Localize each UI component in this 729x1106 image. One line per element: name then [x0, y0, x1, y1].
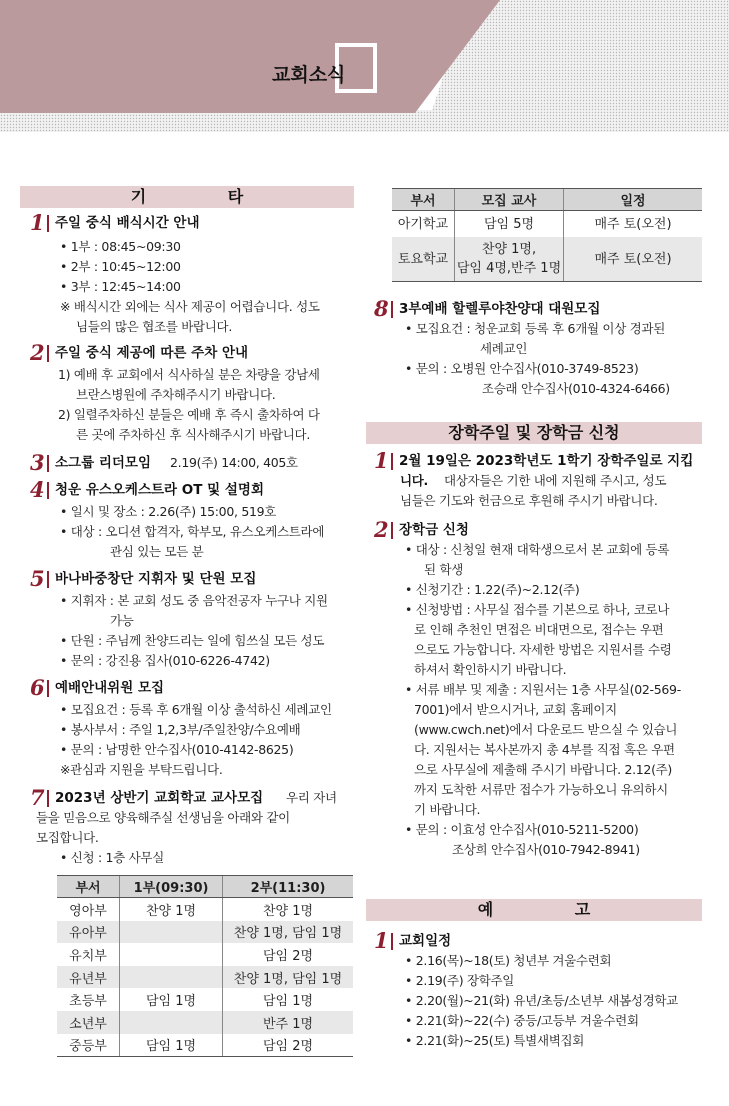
item-text: • 2.21(화)~25(토) 특별새벽집회: [405, 1033, 585, 1048]
item-title: 소그룹 리더모임: [55, 455, 151, 471]
item-divider: [47, 482, 49, 499]
item-text: • 모집요건 : 등록 후 6개월 이상 출석하신 세례교인: [60, 702, 332, 717]
item-text: ※ 배식시간 외에는 식사 제공이 어렵습니다. 성도: [60, 299, 320, 314]
item-number: 3: [30, 450, 45, 475]
item-text: 된 학생: [424, 562, 463, 577]
item-title: 장학금 신청: [399, 522, 469, 538]
table-cell: 영아부: [69, 903, 107, 919]
item-text: 니다.: [400, 473, 428, 488]
table-cell: [120, 966, 223, 989]
table-row: [57, 966, 353, 989]
table-cell: 토요학교: [392, 237, 455, 282]
table-cell: 찬양 1명, 담임 4명,반주 1명: [455, 237, 564, 282]
item-text: 관심 있는 모든 분: [110, 544, 204, 559]
item-text: • 모집요건 : 청운교회 등록 후 6개월 이상 경과된: [405, 321, 665, 336]
table-cell: 반주 1명: [223, 1011, 354, 1034]
item-text: • 2.19(주) 장학주일: [405, 973, 515, 988]
teacher-table-2: [392, 188, 702, 282]
table-cell: 담임 1명: [120, 988, 223, 1011]
item-text: 브란스병원에 주차해주시기 바랍니다.: [76, 387, 276, 402]
table-cell: 매주 토(오전): [564, 237, 703, 282]
table-cell: 소년부: [57, 1011, 120, 1034]
section-etc-heading: 기 타: [20, 186, 354, 208]
table-row: [57, 988, 353, 1011]
table-cell: 찬양 1명: [223, 898, 354, 921]
item-text: 모집합니다.: [36, 830, 99, 845]
item-divider: [47, 455, 49, 472]
item-number: 6: [30, 675, 45, 700]
table-row: [57, 1034, 353, 1057]
item-text: 으로도 가능합니다. 자세한 방법은 지원서를 수령: [414, 642, 672, 657]
table-cell: 찬양 1명, 담임 1명: [223, 921, 354, 944]
item-text: 1) 예배 후 교회에서 식사하실 분은 차량을 강남세: [58, 367, 320, 382]
item-divider: [391, 301, 393, 318]
table-row: [57, 1011, 353, 1034]
table-row: [392, 237, 702, 282]
item-number: 2: [374, 517, 389, 542]
item-number: 7: [30, 785, 45, 810]
item-text: • 1부 : 08:45~09:30: [60, 239, 181, 254]
table-cell: [120, 943, 223, 966]
item-divider: [47, 345, 49, 362]
item-text: 7001)에서 받으시거나, 교회 홈페이지: [414, 702, 617, 717]
page-header: [0, 0, 729, 140]
item-text: • 지휘자 : 본 교회 성도 중 음악전공자 누구나 지원: [60, 593, 328, 608]
section-notice-heading: 예 고: [366, 899, 702, 921]
item-text: • 단원 : 주님께 찬양드리는 일에 힘쓰실 모든 성도: [60, 633, 325, 648]
table-cell: 찬양 1명, 담임 1명: [223, 966, 354, 989]
table-row: [57, 898, 353, 921]
item-text: 하셔서 확인하시기 바랍니다.: [414, 662, 567, 677]
page-title: 교회소식: [272, 64, 346, 86]
section-scholarship-heading: 장학주일 및 장학금 신청: [366, 422, 702, 444]
item-text: (www.cwch.net)에서 다운로드 받으실 수 있습니: [414, 722, 678, 737]
item-text: • 대상 : 신청일 현재 대학생으로서 본 교회에 등록: [405, 542, 670, 557]
item-divider: [391, 522, 393, 539]
item-number: 5: [30, 566, 45, 591]
table-cell: 중등부: [57, 1034, 120, 1057]
table2-header: 모집 교사: [455, 189, 564, 211]
item-text: • 신청기간 : 1.22(주)~2.12(주): [405, 582, 580, 597]
item-text: 조상희 안수집사(010-7942-8941): [452, 842, 640, 857]
table-cell: 담임 1명: [223, 988, 354, 1011]
item-text: • 문의 : 남명한 안수집사(010-4142-8625): [60, 742, 294, 757]
item-title: 3부예배 할렐루야찬양대 대원모집: [399, 301, 601, 317]
item-title: 청운 유스오케스트라 OT 및 설명회: [55, 482, 265, 498]
table-cell: [120, 1011, 223, 1034]
item-text: 2) 일렬주차하신 분들은 예배 후 즉시 출차하여 다: [58, 407, 320, 422]
item-text: • 대상 : 오디션 합격자, 학부모, 유스오케스트라에: [60, 524, 325, 539]
table-cell: 담임 5명: [455, 211, 564, 238]
table-cell: 담임 2명: [223, 943, 354, 966]
table1-header: 부서: [57, 876, 120, 898]
item-text: • 2.21(화)~22(수) 중등/고등부 겨울수련회: [405, 1013, 639, 1028]
item-number: 1: [374, 448, 389, 473]
table-cell: 유치부: [69, 948, 107, 964]
table-cell: 담임 1명: [120, 1034, 223, 1057]
item-text: 으로 사무실에 제출해 주시기 바랍니다. 2.12(주): [414, 762, 673, 777]
item-text: • 3부 : 12:45~14:00: [60, 279, 181, 294]
item-text: 로 인해 추천인 면접은 비대면으로, 접수는 우편: [414, 622, 664, 637]
item-text: 른 곳에 주차하신 후 식사해주시기 바랍니다.: [76, 427, 310, 442]
item-divider: [47, 571, 49, 588]
table-row: [392, 211, 702, 238]
item-text: 들을 믿음으로 양육해주실 선생님을 아래와 같이: [36, 810, 290, 825]
table-cell: 초등부: [69, 994, 107, 1010]
item-title: 교회일정: [399, 933, 452, 949]
item-title: 주일 중식 제공에 따른 주차 안내: [55, 345, 249, 361]
item-title: 바나바중창단 지휘자 및 단원 모집: [55, 571, 257, 587]
table-cell: [120, 921, 223, 944]
table-cell: 찬양 1명: [120, 898, 223, 921]
item-text: 기 바랍니다.: [414, 802, 481, 817]
teacher-table-1: [57, 875, 353, 1057]
item-divider: [391, 453, 393, 470]
item-text: • 2.16(목)~18(토) 청년부 겨울수련회: [405, 953, 612, 968]
item-text: • 신청방법 : 사무실 접수를 기본으로 하나, 코로나: [405, 602, 670, 617]
item-text: • 문의 : 강진용 집사(010-6226-4742): [60, 653, 270, 668]
table-cell: 유아부: [57, 921, 120, 944]
item-text: 까지 도착한 서류만 접수가 가능하오니 유의하시: [414, 782, 668, 797]
item-divider: [391, 933, 393, 950]
item-text: ※관심과 지원을 부탁드립니다.: [60, 762, 223, 777]
item-divider: [47, 680, 49, 697]
table2-header: 부서: [392, 189, 455, 211]
item-text: 님들의 많은 협조를 바랍니다.: [76, 319, 232, 334]
table2-header: 일정: [564, 189, 703, 211]
item-title: 2월 19일은 2023학년도 1학기 장학주일로 지킵: [399, 453, 694, 469]
item-divider: [47, 215, 49, 232]
table-row: [57, 943, 353, 966]
item-text: 조승래 안수집사(010-4324-6466): [482, 381, 670, 396]
item-text: • 문의 : 오병원 안수집사(010-3749-8523): [405, 361, 639, 376]
item-text: • 2.20(월)~21(화) 유년/초등/소년부 새봄성경학교: [405, 993, 678, 1008]
table-cell: 매주 토(오전): [564, 211, 703, 238]
item-text: 대상자들은 기한 내에 지원해 주시고, 성도: [444, 473, 667, 488]
item-text: 님들은 기도와 헌금으로 후원해 주시기 바랍니다.: [400, 493, 658, 508]
item-text: • 2부 : 10:45~12:00: [60, 259, 181, 274]
item-text: • 신청 : 1층 사무실: [60, 850, 164, 865]
table1-header: 2부(11:30): [223, 876, 354, 898]
item-text: • 일시 및 장소 : 2.26(주) 15:00, 519호: [60, 504, 277, 519]
item-text: 2.19(주) 14:00, 405호: [170, 455, 298, 470]
item-title: 예배안내위원 모집: [55, 680, 165, 696]
table1-header: 1부(09:30): [120, 876, 223, 898]
table-cell: 유년부: [57, 966, 120, 989]
item-text: • 서류 배부 및 제출 : 지원서는 1층 사무실(02-569-: [405, 682, 681, 697]
item-text: 가능: [110, 613, 134, 628]
item-number: 8: [374, 296, 389, 321]
item-title: 2023년 상반기 교회학교 교사모집: [55, 790, 264, 806]
item-text: 다. 지원서는 복사본까지 총 4부를 직접 혹은 우편: [414, 742, 675, 757]
item-number: 2: [30, 340, 45, 365]
item-divider: [47, 790, 49, 807]
item-text: 우리 자녀: [286, 790, 337, 805]
table-row: [57, 921, 353, 944]
item-number: 1: [374, 928, 389, 953]
item-text: 세례교인: [480, 341, 528, 356]
table-cell: 아기학교: [397, 216, 449, 232]
table-cell: 담임 2명: [223, 1034, 354, 1057]
item-text: • 문의 : 이효성 안수집사(010-5211-5200): [405, 822, 639, 837]
item-title: 주일 중식 배식시간 안내: [55, 215, 200, 231]
item-number: 4: [30, 477, 45, 502]
item-number: 1: [30, 210, 45, 235]
item-text: • 봉사부서 : 주일 1,2,3부/주일찬양/수요예배: [60, 722, 301, 737]
